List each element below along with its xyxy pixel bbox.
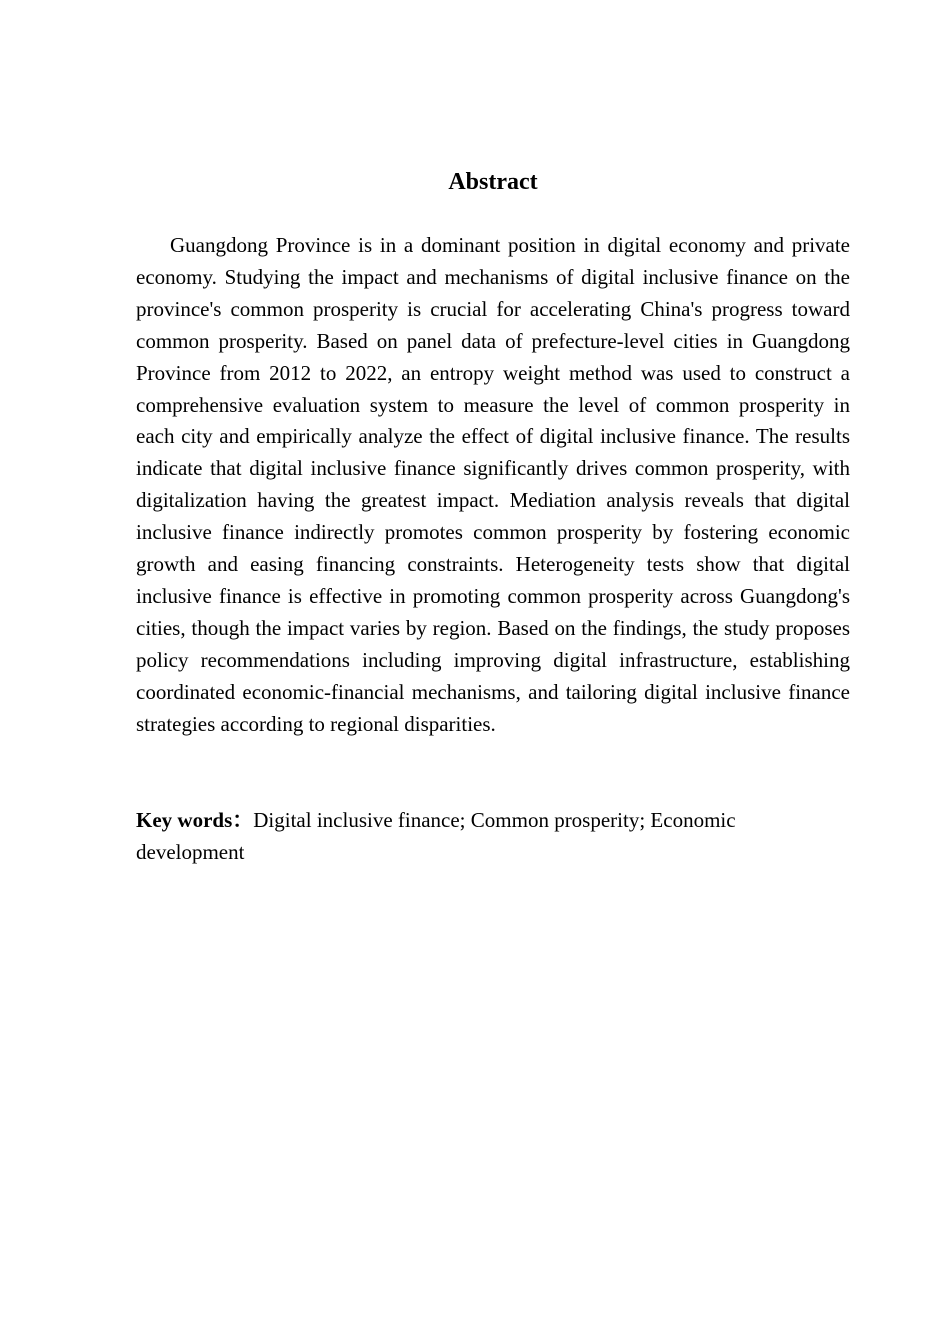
keywords-label: Key words： — [136, 808, 254, 832]
keywords-text: Digital inclusive finance; Common prosperity; Economic development — [136, 808, 736, 864]
abstract-body: Guangdong Province is in a dominant position in digital economy and private economy. Studying the impact and mechanisms of digital inclusive finance on the province's common prosperity is crucial for accelerating China's progress toward common prosperity. Based on panel data of prefecture-level cities in Guangdong Province from 2012 to 2022, an entropy weight method was used to construct a comprehensive evaluation system to measure the level of common prosperity in each city and empirically analyze the effect of digital inclusive finance. The results indicate that digital inclusive finance significantly drives common prosperity, with digitalization having the greatest impact. Mediation analysis reveals that digital inclusive finance indirectly promotes common prosperity by fostering economic growth and easing financing constraints. Heterogeneity tests show that digital inclusive finance is effective in promoting common prosperity across Guangdong's cities, though the impact varies by region. Based on the findings, the study proposes policy recommendations including improving digital infrastructure, establishing coordinated economic-financial mechanisms, and tailoring digital inclusive finance strategies according to regional disparities. — [136, 233, 850, 736]
abstract-title: Abstract — [448, 169, 538, 195]
keywords-paragraph — [136, 805, 796, 869]
